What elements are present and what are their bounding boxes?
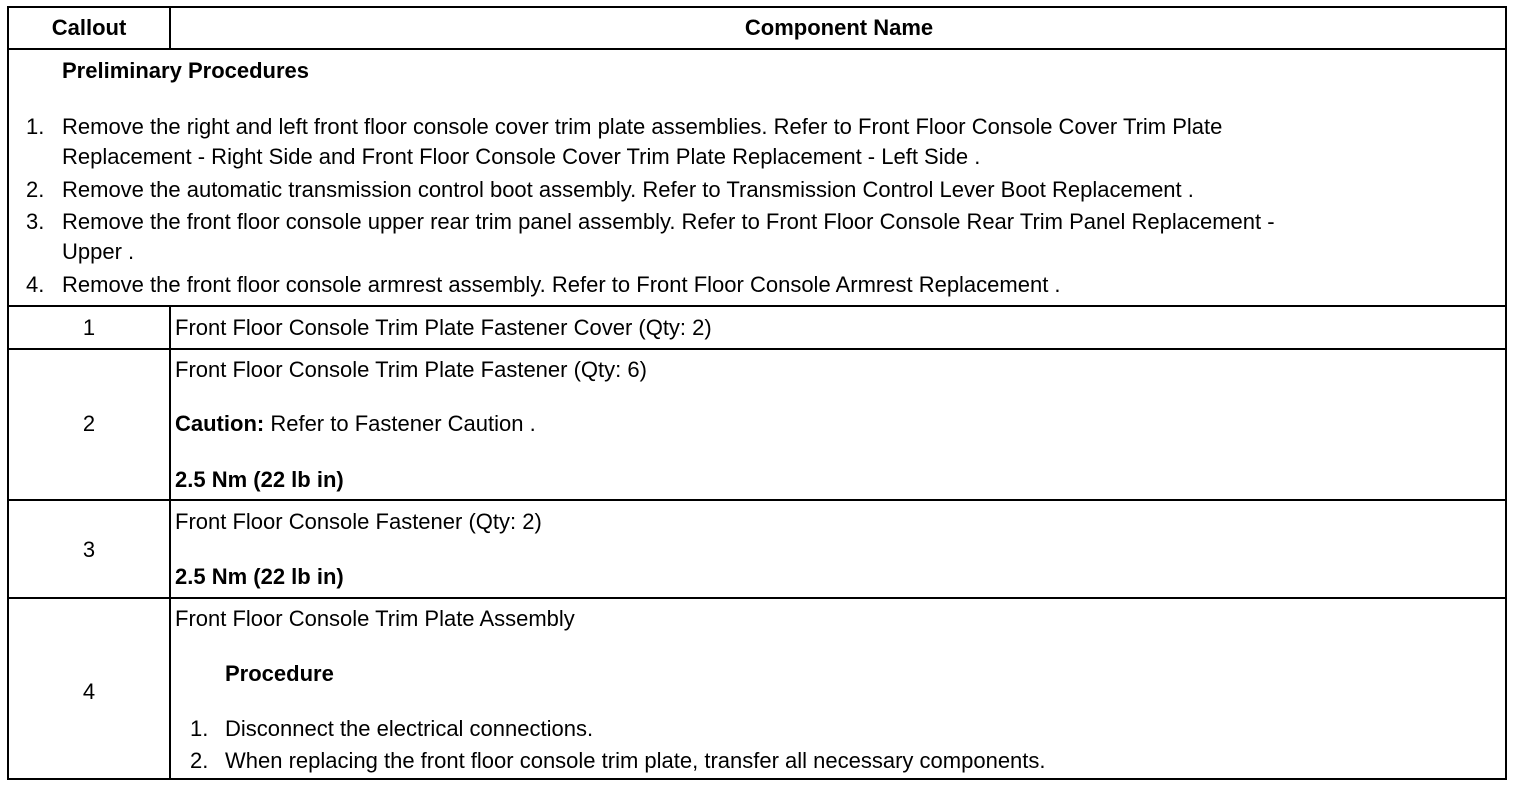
prelim-step-3-num: 3.	[26, 209, 45, 234]
row-3-callout: 3	[82, 537, 96, 562]
row-1-callout: 1	[82, 315, 96, 340]
row-4-step-1-num: 1.	[190, 716, 209, 741]
row-2-component-name: Front Floor Console Trim Plate Fastener (Qty: 6)	[175, 357, 647, 382]
component-table	[7, 6, 1507, 780]
caution-label: Caution:	[175, 411, 265, 436]
preliminary-title: Preliminary Procedures	[62, 58, 310, 83]
prelim-step-2-line-1: Remove the automatic transmission control boot assembly. Refer to Transmission Control Lever Boot Replacement .	[62, 177, 1194, 202]
row-1-divider	[9, 348, 1505, 350]
row-2-torque: 2.5 Nm (22 lb in)	[175, 467, 344, 492]
callout-header: Callout	[51, 15, 127, 40]
row-4-procedure-title: Procedure	[225, 661, 334, 686]
row-3-component-name: Front Floor Console Fastener (Qty: 2)	[175, 509, 542, 534]
row-2-divider	[9, 499, 1505, 501]
row-3-divider	[9, 597, 1505, 599]
prelim-step-2-num: 2.	[26, 177, 45, 202]
prelim-step-4-line-1: Remove the front floor console armrest assembly. Refer to Front Floor Console Armrest Replacement .	[62, 272, 1061, 297]
preliminary-divider	[9, 305, 1505, 307]
row-1-component-name: Front Floor Console Trim Plate Fastener Cover (Qty: 2)	[175, 315, 712, 340]
component-name-header: Component Name	[744, 15, 934, 40]
prelim-step-1-num: 1.	[26, 114, 45, 139]
prelim-step-1-line-1: Remove the right and left front floor console cover trim plate assemblies. Refer to Front Floor Console Cover Trim Plate	[62, 114, 1223, 139]
row-2-caution	[175, 409, 536, 439]
row-2-callout: 2	[82, 411, 96, 436]
row-3-torque: 2.5 Nm (22 lb in)	[175, 564, 344, 589]
caution-text: Refer to Fastener Caution .	[270, 411, 536, 436]
row-4-step-2-num: 2.	[190, 748, 209, 773]
row-4-step-1-text: Disconnect the electrical connections.	[225, 716, 594, 741]
prelim-step-1-line-2: Replacement - Right Side and Front Floor Console Cover Trim Plate Replacement - Left Side .	[62, 144, 981, 169]
row-4-step-2-text: When replacing the front floor console trim plate, transfer all necessary components.	[225, 748, 1046, 773]
row-4-callout: 4	[82, 679, 96, 704]
prelim-step-4-num: 4.	[26, 272, 45, 297]
column-divider	[169, 305, 171, 778]
prelim-step-3-line-2: Upper .	[62, 239, 135, 264]
header-divider	[9, 48, 1505, 50]
prelim-step-3-line-1: Remove the front floor console upper rear trim panel assembly. Refer to Front Floor Console Rear Trim Panel Replacement -	[62, 209, 1275, 234]
row-4-component-name: Front Floor Console Trim Plate Assembly	[175, 606, 575, 631]
